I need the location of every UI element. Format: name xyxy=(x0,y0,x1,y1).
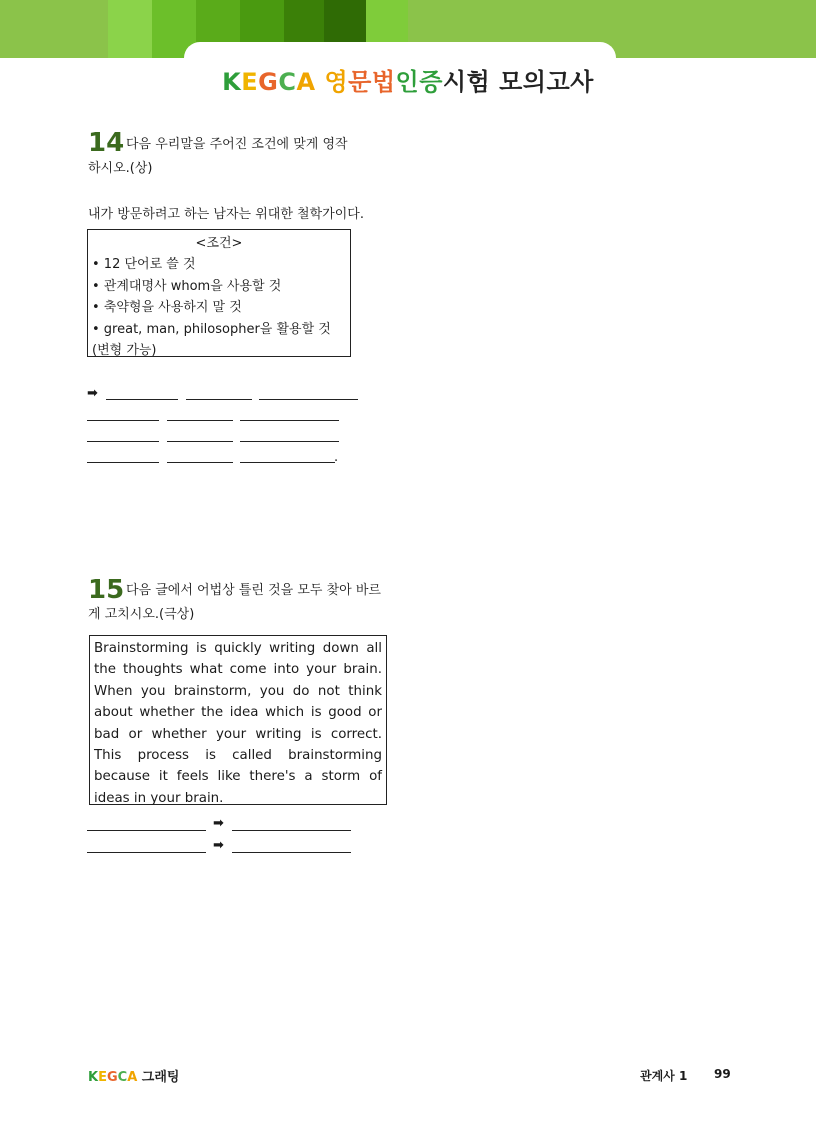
footer-brand-part: G xyxy=(106,1070,118,1085)
answer-period: . xyxy=(334,450,339,465)
footer-brand-logo xyxy=(88,1066,179,1085)
footer-brand-part: 그래팅 xyxy=(137,1070,180,1085)
question-14-number: 14 xyxy=(88,128,125,158)
answer-blank[interactable] xyxy=(167,420,233,421)
question-14-prompt-line1: 다음 우리말을 주어진 조건에 맞게 영작 xyxy=(126,137,348,152)
question-15-number: 15 xyxy=(88,575,125,605)
condition-item: • 12 단어로 쓸 것 xyxy=(92,257,196,272)
conditions-box xyxy=(87,229,351,357)
footer-brand-part: E xyxy=(98,1070,107,1085)
question-15-prompt-line1: 다음 글에서 어법상 틀린 것을 모두 찾아 바르 xyxy=(126,583,381,598)
footer-chapter: 관계사 1 xyxy=(640,1069,688,1083)
question-14-korean-sentence: 내가 방문하려고 하는 남자는 위대한 철학가이다. xyxy=(88,207,364,222)
answer-blank[interactable] xyxy=(259,399,358,400)
title-part: C xyxy=(278,68,297,96)
passage-box xyxy=(89,635,387,805)
page-title xyxy=(0,62,816,97)
condition-item: • 축약형을 사용하지 말 것 xyxy=(92,300,242,315)
correction-arrow-icon: ➡ xyxy=(213,816,224,831)
footer-brand-part: K xyxy=(88,1070,99,1085)
question-14-prompt-line2: 하시오.(상) xyxy=(88,161,153,176)
title-part: G xyxy=(258,68,279,96)
title-part: 인 xyxy=(395,68,420,96)
question-15-prompt-line2: 게 고치시오.(극상) xyxy=(88,607,195,622)
answer-blank[interactable] xyxy=(87,441,159,442)
correction-wrong-blank[interactable] xyxy=(87,830,206,831)
title-part: E xyxy=(241,68,259,96)
condition-item: • great, man, philosopher을 활용할 것 xyxy=(92,322,331,337)
title-part: K xyxy=(222,68,242,96)
footer-brand-part: C xyxy=(117,1070,128,1085)
answer-blank[interactable] xyxy=(87,462,159,463)
condition-item: (변형 가능) xyxy=(92,343,157,358)
title-part: 시험 모의고사 xyxy=(442,68,594,96)
passage-text: Brainstorming is quickly writing down all the thoughts what come into your brain. When you brainstorm, you do not think about whether the idea which is good or bad or whether your writing is correct. This process is called brainstorming because it feels like there's a storm of ideas in your brain. xyxy=(94,641,382,806)
title-part: 법 xyxy=(371,68,396,96)
answer-blank[interactable] xyxy=(167,462,233,463)
answer-blank[interactable] xyxy=(87,420,159,421)
answer-arrow-icon: ➡ xyxy=(87,386,98,401)
condition-item: • 관계대명사 whom을 사용할 것 xyxy=(92,279,282,294)
answer-blank[interactable] xyxy=(167,441,233,442)
title-part: 문 xyxy=(348,68,372,96)
footer-page-number: 99 xyxy=(714,1067,731,1081)
answer-blank[interactable] xyxy=(240,441,339,442)
header-block-1 xyxy=(108,0,152,58)
correction-right-blank[interactable] xyxy=(232,852,351,853)
correction-arrow-icon: ➡ xyxy=(213,838,224,853)
answer-blank[interactable] xyxy=(186,399,252,400)
title-part: 영 xyxy=(324,68,349,96)
correction-right-blank[interactable] xyxy=(232,830,351,831)
correction-wrong-blank[interactable] xyxy=(87,852,206,853)
footer-brand-part: A xyxy=(127,1070,138,1085)
title-part: A xyxy=(296,68,325,96)
answer-blank[interactable] xyxy=(106,399,178,400)
conditions-title: <조건> xyxy=(195,236,243,251)
title-part: 증 xyxy=(419,68,443,96)
answer-blank[interactable] xyxy=(240,462,335,463)
answer-blank[interactable] xyxy=(240,420,339,421)
